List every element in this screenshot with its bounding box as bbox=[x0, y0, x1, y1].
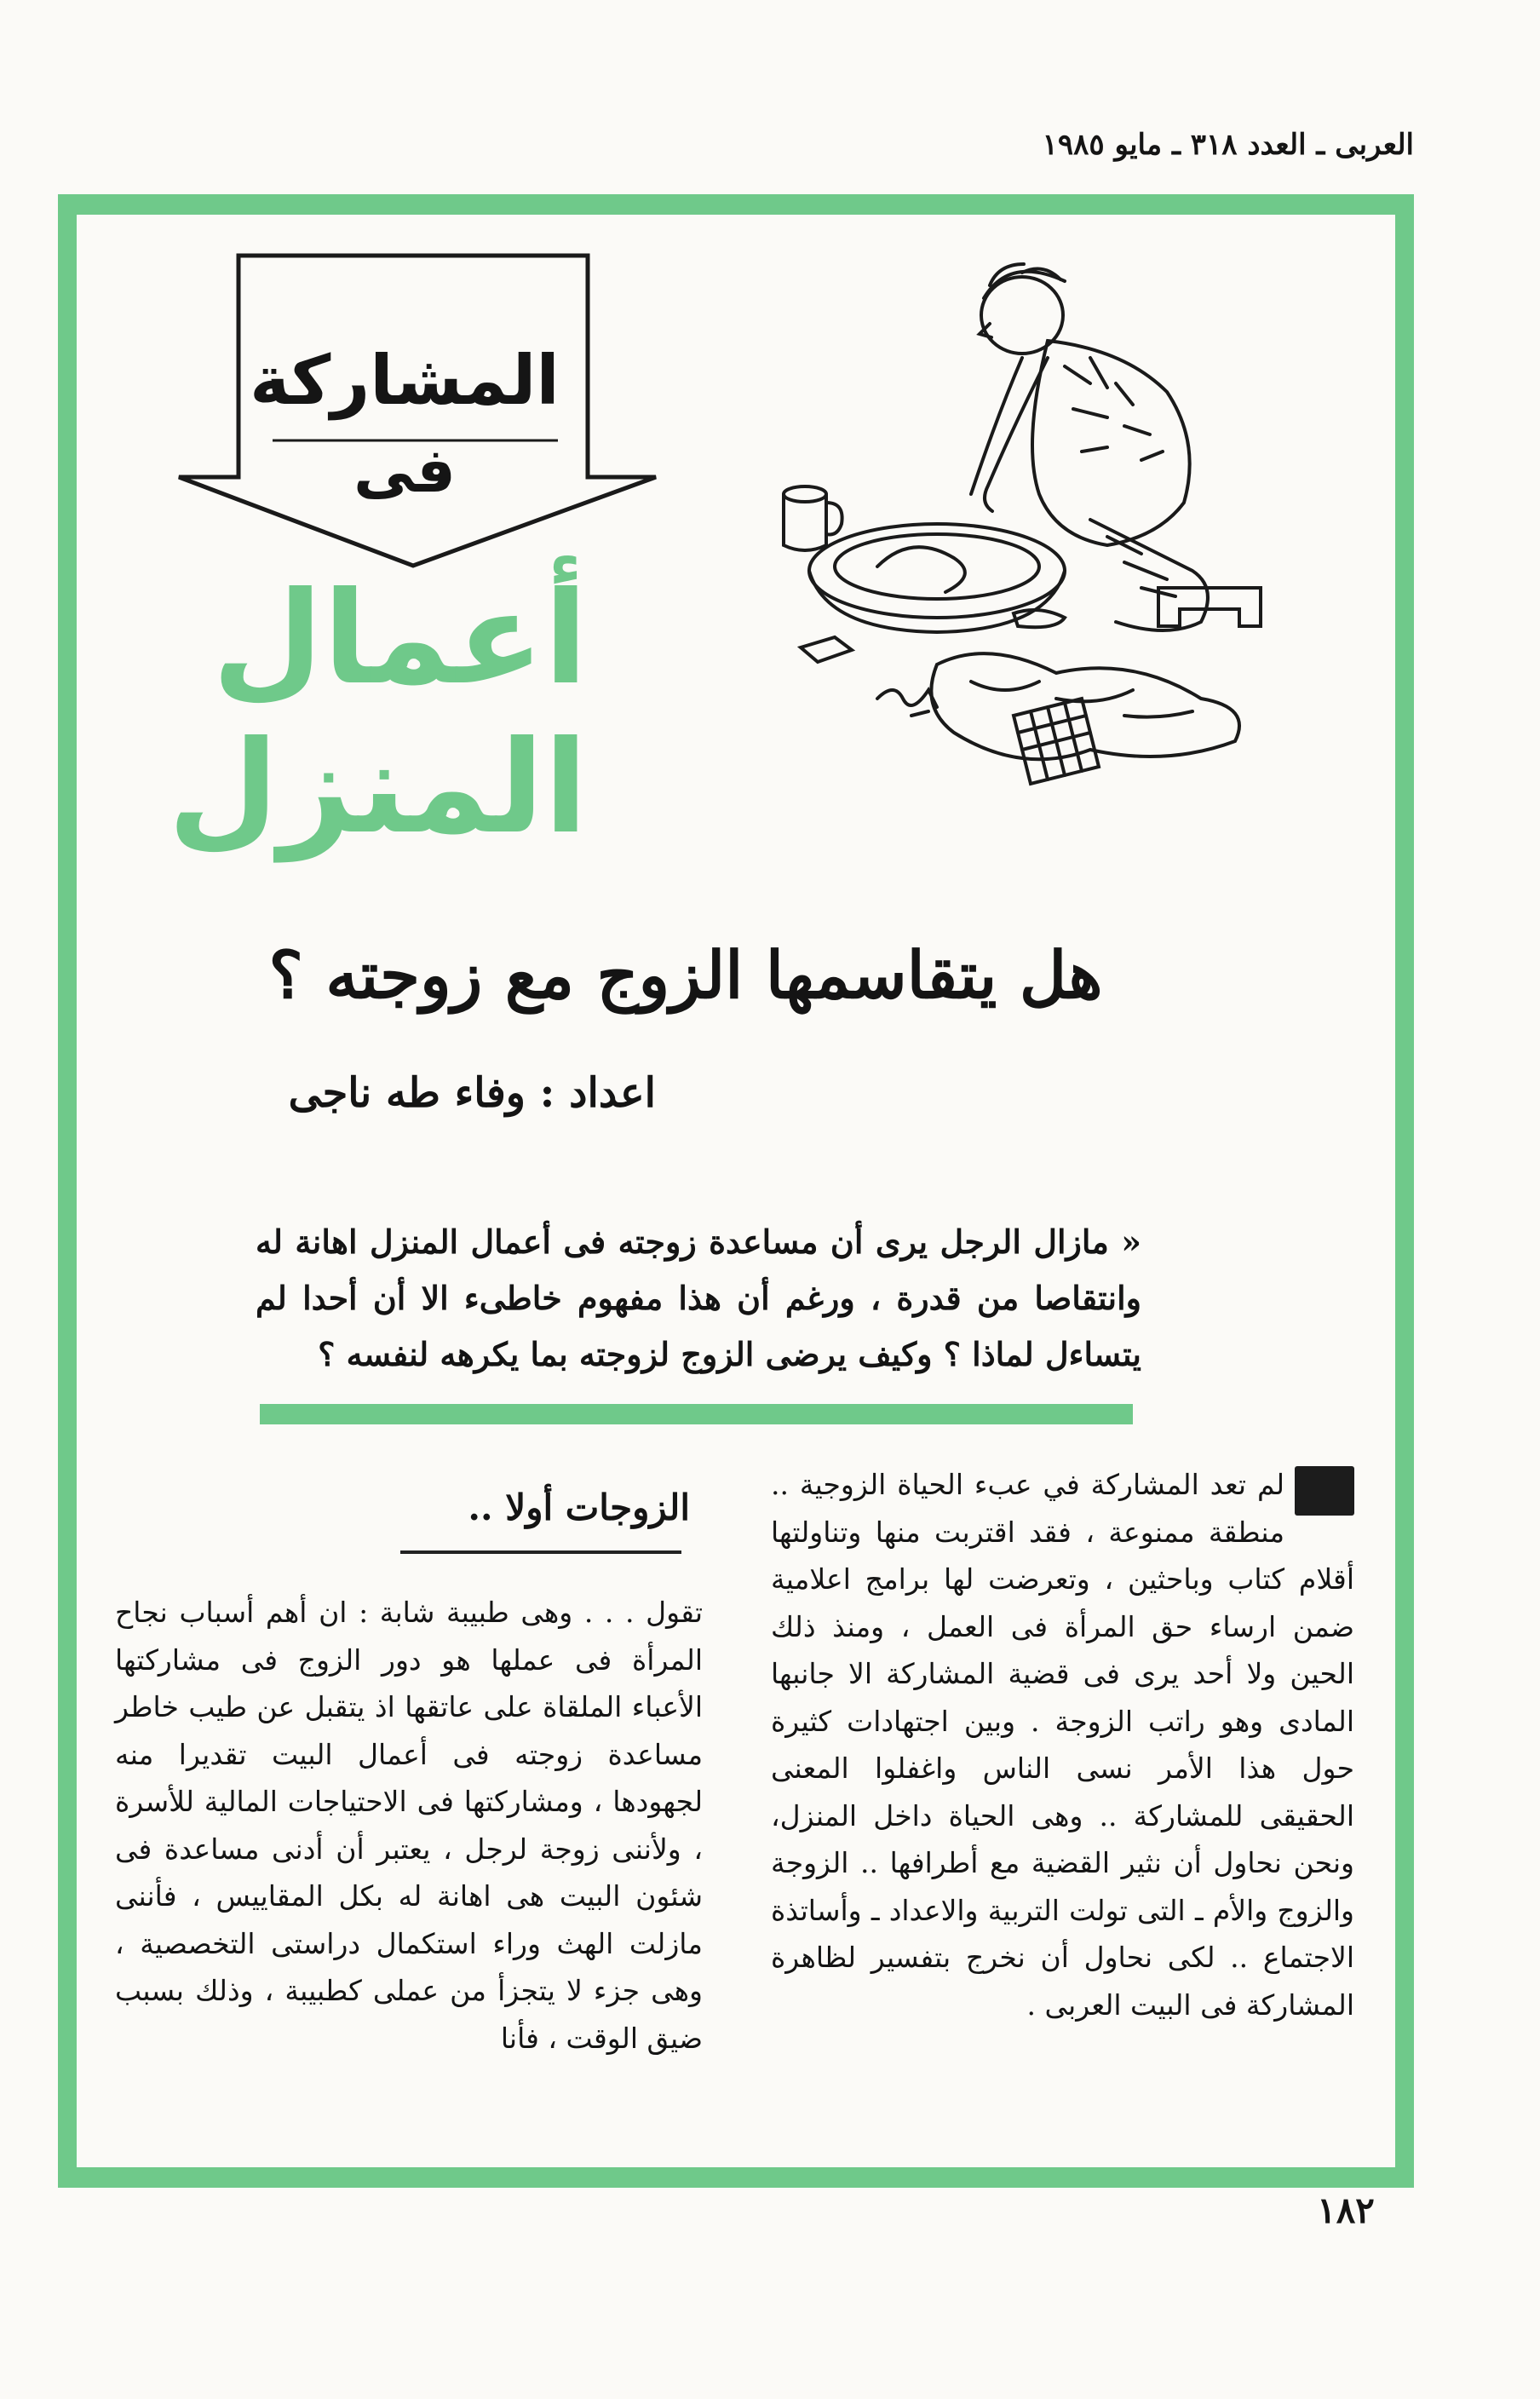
left-column-heading: الزوجات أولا .. bbox=[468, 1487, 690, 1528]
quote-icon bbox=[1295, 1466, 1354, 1516]
section-divider bbox=[260, 1404, 1133, 1424]
byline: اعداد : وفاء طه ناجى bbox=[288, 1069, 656, 1117]
title-arrow-line-1: المشاركة bbox=[250, 341, 560, 420]
left-column-text: تقول . . . وهى طبيبة شابة : ان أهم أسباب نجاح المرأة فى عملها هو دور الزوج فى مشاركتها الأعباء الملقاة على عاتقها اذ يتقبل عن طيب خاطر مساعدة زوجته فى أعمال البيت تقديرا منه لجهودها ، ومشاركتها فى الاحتياجات المالية للأسرة ، ولأننى زوجة لرجل ، يعتبر أن أدنى مساعدة فى شئون البيت هى اهانة له بكل المقاييس ، فأننى مازلت الهث وراء استكمال دراستى التخصصية ، وهى جزء لا يتجزأ من عملى كطبيبة ، وذلك بسبب ضيق الوقت ، فأنا bbox=[115, 1596, 703, 2055]
frame-right-border bbox=[1395, 194, 1414, 2188]
running-header: العربى ـ العدد ٣١٨ ـ مايو ١٩٨٥ bbox=[1042, 128, 1414, 162]
frame-top-border bbox=[58, 194, 1414, 215]
main-heading: هل يتقاسمها الزوج مع زوجته ؟ bbox=[268, 937, 1103, 1013]
frame-left-border bbox=[58, 194, 77, 2188]
title-arrow-line-2: فى bbox=[353, 434, 456, 506]
green-title-line-1: أعمال bbox=[212, 565, 588, 713]
right-column bbox=[771, 1461, 1354, 2028]
right-column-text: لم تعد المشاركة في عبء الحياة الزوجية .. منطقة ممنوعة ، فقد اقتربت منها وتناولتها أقلام كتاب وباحثين ، وتعرضت لها برامج اعلامية ضمن ارساء حق المرأة فى العمل ، ومنذ ذلك الحين ولا أحد يرى فى قضية المشاركة الا جانبها المادى وهو راتب الزوجة . وبين اجتهادات كثيرة حول هذا الأمر نسى الناس واغفلوا المعنى الحقيقى للمشاركة .. وهى الحياة داخل المنزل، ونحن نحاول أن نثير القضية مع أطرافها .. الزوجة والزوج والأم ـ التى تولت التربية والاعداد ـ وأساتذة الاجتماع .. لكى نحاول أن نخرج بتفسير لظاهرة المشاركة فى البيت العربى . bbox=[771, 1468, 1354, 2022]
frame-bottom-border bbox=[58, 2167, 1414, 2188]
heading-underline bbox=[400, 1550, 681, 1554]
intro-paragraph: « مازال الرجل يرى أن مساعدة زوجته فى أعمال المنزل اهانة له وانتقاصا من قدرة ، ورغم أن هذا مفهوم خاطىء الا أن أحدا لم يتساءل لماذا ؟ وكيف يرضى الزوج لزوجته بما يكرهه لنفسه ؟ bbox=[256, 1223, 1141, 1373]
green-title-line-2: المنزل bbox=[168, 714, 588, 862]
laundry-illustration bbox=[767, 239, 1363, 852]
page-number: ١٨٢ bbox=[1317, 2189, 1375, 2231]
